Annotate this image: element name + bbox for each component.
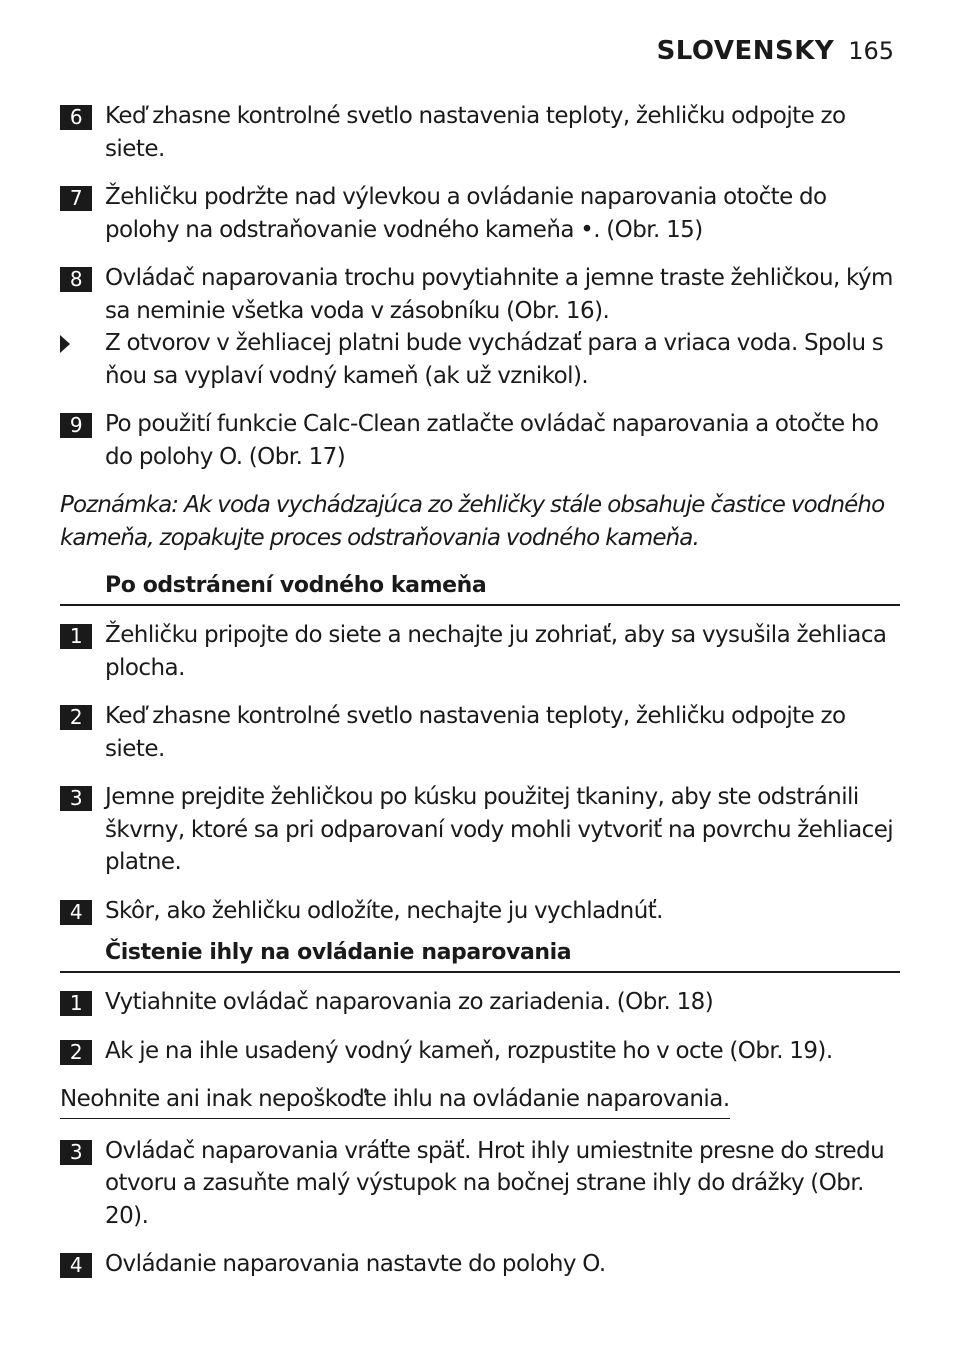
- step-item: [60, 181, 900, 246]
- warning-text: Neohnite ani inak nepoškoďte ihlu na ovládanie naparovania.: [60, 1083, 730, 1119]
- step-item: [60, 262, 900, 327]
- step-item: [60, 895, 900, 928]
- step-number-badge: 2: [60, 1040, 92, 1065]
- step-item: [60, 700, 900, 765]
- step-number-badge: 7: [60, 186, 92, 211]
- step-text: Žehličku pripojte do siete a nechajte ju zohriať, aby sa vysušila žehliaca plocha.: [105, 622, 887, 681]
- step-text: Žehličku podržte nad výlevkou a ovládanie naparovania otočte do polohy na odstraňovanie vodného kameňa •. (Obr. 15): [105, 184, 827, 243]
- step-text: Skôr, ako žehličku odložíte, nechajte ju vychladnúť.: [105, 897, 663, 924]
- step-number-badge: 9: [60, 413, 92, 438]
- step-text: Keď zhasne kontrolné svetlo nastavenia teploty, žehličku odpojte zo siete.: [105, 103, 846, 162]
- step-number-badge: 8: [60, 267, 92, 292]
- step-number-badge: 3: [60, 1140, 92, 1165]
- step-text: Ovládač naparovania trochu povytiahnite a jemne traste žehličkou, kým sa neminie všetka voda v zásobníku (Obr. 16).: [105, 265, 893, 324]
- page-header: [657, 36, 894, 66]
- page-content: [60, 100, 900, 1297]
- language-label: SLOVENSKY: [656, 36, 835, 66]
- page-number: 165: [848, 37, 894, 65]
- step-item: [60, 100, 900, 165]
- result-bullet: [60, 327, 900, 392]
- step-text: Vytiahnite ovládač naparovania zo zariadenia. (Obr. 18): [105, 989, 714, 1015]
- step-number-badge: 2: [60, 705, 92, 730]
- step-text: Ak je na ihle usadený vodný kameň, rozpustite ho v octe (Obr. 19).: [105, 1037, 833, 1064]
- step-text: Jemne prejdite žehličkou po kúsku použitej tkaniny, aby ste odstránili škvrny, ktoré sa pri odparovaní vody mohli vytvoriť na povrchu žehliacej platne.: [105, 784, 894, 875]
- step-item: [60, 781, 900, 879]
- step-text: Keď zhasne kontrolné svetlo nastavenia teploty, žehličku odpojte zo siete.: [105, 703, 846, 762]
- step-text: Ovládač naparovania vráťte späť. Hrot ihly umiestnite presne do stredu otvoru a zasuňte malý výstupok na bočnej strane ihly do drážky (Obr. 20).: [105, 1137, 885, 1229]
- step-number-badge: 1: [60, 624, 92, 649]
- step-item: [60, 1035, 900, 1068]
- bullet-text: Z otvorov v žehliacej platni bude vychádzať para a vriaca voda. Spolu s ňou sa vyplaví vodný kameň (ak už vznikol).: [105, 330, 884, 389]
- step-number-badge: 4: [60, 1253, 92, 1278]
- step-item: [60, 986, 900, 1019]
- step-item: [60, 619, 900, 684]
- note-paragraph: Poznámka: Ak voda vychádzajúca zo žehličky stále obsahuje častice vodného kameňa, zopakujte proces odstraňovania vodného kameňa.: [60, 492, 885, 551]
- step-number-badge: 4: [60, 900, 92, 925]
- step-item: [60, 1135, 900, 1233]
- warning-wrapper: [60, 1083, 900, 1135]
- step-number-badge: 6: [60, 105, 92, 130]
- bullet-arrow-icon: [60, 335, 70, 353]
- step-number-badge: 3: [60, 786, 92, 811]
- step-number-badge: 1: [60, 991, 92, 1016]
- section-heading-after-descaling: Po odstránení vodného kameňa: [60, 570, 900, 606]
- step-item: [60, 408, 900, 473]
- step-text: Ovládanie naparovania nastavte do polohy O.: [105, 1251, 606, 1277]
- section-heading-needle-cleaning: Čistenie ihly na ovládanie naparovania: [60, 937, 900, 973]
- step-text: Po použití funkcie Calc-Clean zatlačte ovládač naparovania a otočte ho do polohy O. (Obr. 17): [105, 411, 879, 470]
- step-item: [60, 1248, 900, 1281]
